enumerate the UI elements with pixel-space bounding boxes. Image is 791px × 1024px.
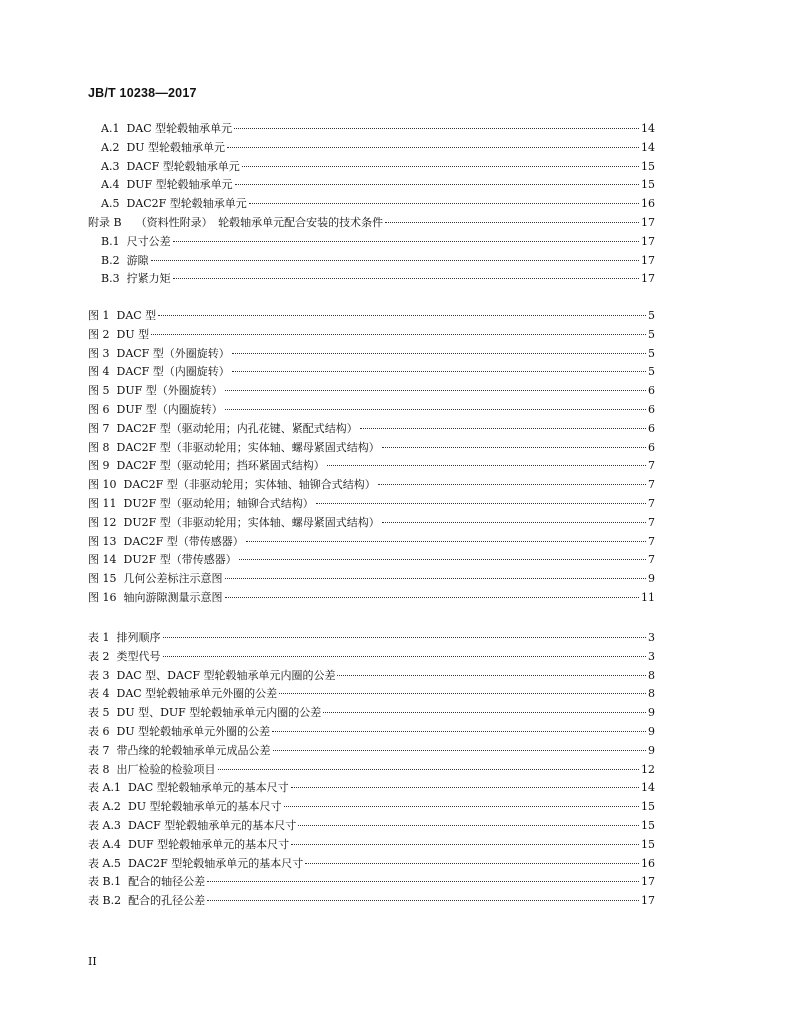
dot-leader [327, 465, 646, 466]
toc-entry-page: 14 [641, 122, 655, 135]
dot-leader [173, 241, 639, 242]
figure-toc-entry[interactable] [88, 401, 655, 420]
toc-entry-number: 表 A.1 [88, 781, 121, 795]
table-toc-entry[interactable] [88, 723, 655, 742]
table-toc-entry[interactable] [88, 873, 655, 892]
appendix-toc-entry[interactable] [88, 252, 655, 271]
table-toc-entry[interactable] [88, 892, 655, 911]
toc-entry-title: DU 型轮毂轴承单元外圈的公差 [116, 724, 271, 738]
toc-entry-title: DU 型 [116, 327, 150, 341]
dot-leader [151, 334, 646, 335]
toc-entry-number: 图 13 [88, 534, 117, 548]
figure-toc-entry[interactable] [88, 420, 655, 439]
dot-leader [337, 675, 646, 676]
toc-entry-page: 9 [648, 743, 655, 757]
toc-entry-page: 17 [641, 253, 655, 267]
appendix-toc-entry[interactable] [88, 233, 655, 252]
toc-entry-page: 14 [641, 140, 655, 154]
figure-toc-entry[interactable] [88, 382, 655, 401]
toc-entry-title: DU2F 型（非驱动轮用；实体轴、螺母紧固式结构） [123, 515, 380, 529]
toc-entry-number: 图 11 [88, 496, 117, 510]
appendix-toc-entry[interactable] [88, 176, 655, 195]
figure-toc-list [88, 307, 655, 608]
toc-entry-number: 图 12 [88, 515, 117, 529]
table-toc-entry[interactable] [88, 798, 655, 817]
toc-entry-page: 5 [648, 346, 655, 360]
toc-entry-page: 14 [641, 781, 655, 795]
toc-entry-page: 6 [648, 421, 655, 435]
toc-entry-number: 图 4 [88, 365, 110, 379]
toc-entry-number: 表 A.3 [88, 818, 121, 832]
toc-entry-title: DACF 型轮毂轴承单元 [126, 159, 240, 173]
toc-entry-number: 表 A.5 [88, 856, 121, 870]
toc-entry-page: 15 [641, 818, 655, 832]
toc-entry-page: 15 [641, 800, 655, 814]
figure-toc-entry[interactable] [88, 345, 655, 364]
table-toc-entry[interactable] [88, 836, 655, 855]
appendix-toc-entry[interactable] [88, 158, 655, 177]
toc-entry-title: 类型代号 [116, 649, 161, 663]
dot-leader [225, 409, 646, 410]
toc-entry-number: 图 7 [88, 421, 110, 435]
toc-entry-title: 拧紧力矩 [126, 272, 171, 286]
toc-entry-number: 图 16 [88, 590, 117, 604]
toc-entry-title: DU 型轮毂轴承单元 [126, 140, 226, 154]
dot-leader [360, 428, 646, 429]
toc-entry-title: DAC 型 [116, 309, 157, 322]
dot-leader [291, 787, 639, 788]
toc-entry-page: 9 [648, 706, 655, 720]
dot-leader [163, 656, 647, 657]
appendix-toc-entry[interactable] [88, 120, 655, 139]
toc-entry-title: DAC2F 型（驱动轮用；挡环紧固式结构） [116, 459, 325, 473]
toc-entry-number: 表 7 [88, 743, 110, 757]
toc-entry-number: 表 B.2 [88, 894, 122, 908]
toc-entry-title: DUF 型（外圈旋转） [116, 384, 223, 398]
toc-entry-page: 17 [641, 875, 655, 889]
toc-entry-title: 游隙 [126, 253, 149, 267]
toc-entry-page: 6 [648, 402, 655, 416]
toc-entry-page: 15 [641, 178, 655, 192]
dot-leader [218, 769, 640, 770]
toc-entry-page: 9 [648, 724, 655, 738]
dot-leader [323, 712, 646, 713]
toc-entry-title: DUF 型（内圈旋转） [116, 402, 223, 416]
toc-entry-title: 轴向游隙测量示意图 [123, 590, 223, 604]
toc-entry-number: B.2 [101, 253, 120, 267]
toc-entry-title: 几何公差标注示意图 [123, 572, 223, 586]
toc-entry-number: 图 3 [88, 346, 110, 360]
toc-entry-number: A.1 [101, 122, 120, 135]
toc-entry-page: 7 [648, 515, 655, 529]
toc-entry-page: 15 [641, 159, 655, 173]
table-toc-entry[interactable] [88, 648, 655, 667]
toc-entry-title: 带凸缘的轮毂轴承单元成品公差 [116, 743, 271, 757]
dot-leader [382, 522, 646, 523]
toc-entry-page: 7 [648, 496, 655, 510]
dot-leader [225, 390, 646, 391]
table-toc-entry[interactable] [88, 855, 655, 874]
toc-entry-title: DAC2F 型（非驱动轮用；实体轴、轴铆合式结构） [123, 478, 376, 492]
figure-toc-entry[interactable] [88, 589, 655, 608]
toc-entry-page: 5 [648, 365, 655, 379]
toc-entry-page: 17 [641, 272, 655, 286]
appendix-toc-entry[interactable] [88, 139, 655, 158]
toc-entry-page: 8 [648, 687, 655, 701]
toc-entry-number: 表 6 [88, 724, 110, 738]
toc-entry-number: 图 5 [88, 384, 110, 398]
dot-leader [316, 503, 646, 504]
toc-entry-page: 17 [641, 215, 655, 229]
toc-entry-title: 配合的轴径公差 [128, 875, 206, 889]
toc-entry-title: DAC2F 型轮毂轴承单元 [126, 197, 247, 211]
toc-entry-page: 7 [648, 478, 655, 492]
figure-toc-entry[interactable] [88, 570, 655, 589]
toc-entry-title: 尺寸公差 [126, 234, 171, 248]
toc-entry-page: 11 [641, 590, 655, 604]
toc-entry-number: B.3 [101, 272, 120, 286]
dot-leader [225, 578, 647, 579]
appendix-toc-entry[interactable] [88, 195, 655, 214]
toc-entry-title: DAC2F 型（驱动轮用；内孔花键、紧配式结构） [116, 421, 358, 435]
toc-entry-number: A.5 [101, 197, 120, 211]
table-toc-entry[interactable] [88, 685, 655, 704]
dot-leader [151, 260, 639, 261]
appendix-toc-entry[interactable] [88, 214, 655, 233]
toc-entry-number: 表 B.1 [88, 875, 122, 889]
dot-leader [284, 806, 639, 807]
toc-entry-number: 表 4 [88, 687, 110, 701]
toc-entry-title: 排列顺序 [116, 631, 161, 644]
toc-entry-page: 17 [641, 894, 655, 908]
dot-leader [279, 693, 646, 694]
toc-entry-page: 16 [641, 856, 655, 870]
dot-leader [382, 447, 646, 448]
toc-entry-page: 6 [648, 384, 655, 398]
toc-entry-title: DU 型、DUF 型轮毂轴承单元内圈的公差 [116, 706, 322, 720]
dot-leader [163, 637, 647, 638]
dot-leader [242, 166, 639, 167]
toc-entry-number: 图 15 [88, 572, 117, 586]
toc-entry-number: 附录 B [88, 215, 122, 229]
dot-leader [298, 825, 639, 826]
dot-leader [232, 371, 646, 372]
toc-entry-title: （资料性附录） 轮毂轴承单元配合安装的技术条件 [135, 215, 384, 229]
dot-leader [225, 597, 640, 598]
table-toc-entry[interactable] [88, 742, 655, 761]
toc-entry-page: 7 [648, 553, 655, 567]
figure-toc-entry[interactable] [88, 514, 655, 533]
toc-entry-number: 图 1 [88, 309, 110, 322]
table-toc-list [88, 629, 655, 911]
dot-leader [173, 278, 639, 279]
toc-entry-title: DU 型轮毂轴承单元的基本尺寸 [127, 800, 282, 814]
dot-leader [246, 541, 646, 542]
figure-toc-entry[interactable] [88, 363, 655, 382]
dot-leader [291, 844, 639, 845]
dot-leader [272, 731, 646, 732]
toc-entry-title: DAC 型轮毂轴承单元外圈的公差 [116, 687, 278, 701]
table-toc-entry[interactable] [88, 817, 655, 836]
dot-leader [234, 128, 639, 129]
table-toc-entry[interactable] [88, 704, 655, 723]
dot-leader [305, 863, 639, 864]
toc-entry-number: 图 2 [88, 327, 110, 341]
figure-toc-entry[interactable] [88, 476, 655, 495]
toc-entry-title: DACF 型（内圈旋转） [116, 365, 230, 379]
toc-entry-number: 图 10 [88, 478, 117, 492]
toc-entry-number: 图 9 [88, 459, 110, 473]
toc-entry-title: DUF 型轮毂轴承单元 [126, 178, 233, 192]
toc-entry-page: 7 [648, 459, 655, 473]
dot-leader [158, 315, 646, 316]
appendix-toc-list [88, 120, 655, 289]
toc-entry-page: 3 [648, 649, 655, 663]
toc-entry-title: 配合的孔径公差 [128, 894, 206, 908]
toc-entry-number: 表 2 [88, 649, 110, 663]
dot-leader [249, 203, 639, 204]
toc-entry-page: 5 [648, 309, 655, 322]
toc-entry-title: DACF 型轮毂轴承单元的基本尺寸 [127, 818, 297, 832]
figure-toc-entry[interactable] [88, 326, 655, 345]
toc-entry-title: DU2F 型（驱动轮用；轴铆合式结构） [123, 496, 314, 510]
toc-entry-number: 图 6 [88, 402, 110, 416]
toc-entry-page: 8 [648, 668, 655, 682]
toc-entry-page: 17 [641, 234, 655, 248]
toc-entry-number: A.3 [101, 159, 120, 173]
dot-leader [239, 559, 646, 560]
toc-entry-title: DAC 型轮毂轴承单元 [126, 122, 233, 135]
toc-entry-number: 表 5 [88, 706, 110, 720]
dot-leader [207, 881, 639, 882]
toc-entry-title: DUF 型轮毂轴承单元的基本尺寸 [127, 837, 290, 851]
dot-leader [235, 184, 639, 185]
document-code: JB/T 10238—2017 [88, 86, 197, 100]
dot-leader [273, 750, 647, 751]
toc-entry-title: DAC 型轮毂轴承单元的基本尺寸 [127, 781, 289, 795]
toc-entry-title: DACF 型（外圈旋转） [116, 346, 230, 360]
figure-toc-entry[interactable] [88, 551, 655, 570]
table-toc-entry[interactable] [88, 779, 655, 798]
figure-toc-entry[interactable] [88, 439, 655, 458]
toc-entry-title: DU2F 型（带传感器） [123, 553, 237, 567]
toc-entry-number: B.1 [101, 234, 120, 248]
toc-entry-page: 6 [648, 440, 655, 454]
dot-leader [378, 484, 646, 485]
dot-leader [207, 900, 639, 901]
appendix-toc-entry[interactable] [88, 270, 655, 289]
figure-toc-entry[interactable] [88, 495, 655, 514]
figure-toc-entry[interactable] [88, 533, 655, 552]
toc-entry-number: 表 3 [88, 668, 110, 682]
toc-entry-number: 图 8 [88, 440, 110, 454]
toc-entry-title: 出厂检验的检验项目 [116, 762, 216, 776]
toc-entry-number: 图 14 [88, 553, 117, 567]
table-toc-entry[interactable] [88, 761, 655, 780]
toc-entry-page: 7 [648, 534, 655, 548]
toc-entry-title: DAC2F 型轮毂轴承单元的基本尺寸 [127, 856, 304, 870]
toc-entry-number: A.4 [101, 178, 120, 192]
toc-entry-title: DAC2F 型（非驱动轮用；实体轴、螺母紧固式结构） [116, 440, 380, 454]
toc-entry-number: A.2 [101, 140, 120, 154]
toc-entry-page: 15 [641, 837, 655, 851]
toc-entry-number: 表 A.2 [88, 800, 121, 814]
dot-leader [232, 353, 646, 354]
toc-entry-page: 9 [648, 572, 655, 586]
toc-entry-page: 3 [648, 631, 655, 644]
toc-entry-title: DAC2F 型（带传感器） [123, 534, 244, 548]
table-toc-entry[interactable] [88, 629, 655, 648]
toc-entry-page: 16 [641, 197, 655, 211]
toc-entry-number: 表 A.4 [88, 837, 121, 851]
figure-toc-entry[interactable] [88, 307, 655, 326]
toc-entry-number: 表 1 [88, 631, 110, 644]
toc-entry-title: DAC 型、DACF 型轮毂轴承单元内圈的公差 [116, 668, 336, 682]
figure-toc-entry[interactable] [88, 457, 655, 476]
dot-leader [227, 147, 639, 148]
dot-leader [385, 222, 639, 223]
toc-entry-number: 表 8 [88, 762, 110, 776]
table-toc-entry[interactable] [88, 667, 655, 686]
toc-entry-page: 12 [641, 762, 655, 776]
toc-entry-page: 5 [648, 327, 655, 341]
page-number: II [88, 955, 97, 968]
